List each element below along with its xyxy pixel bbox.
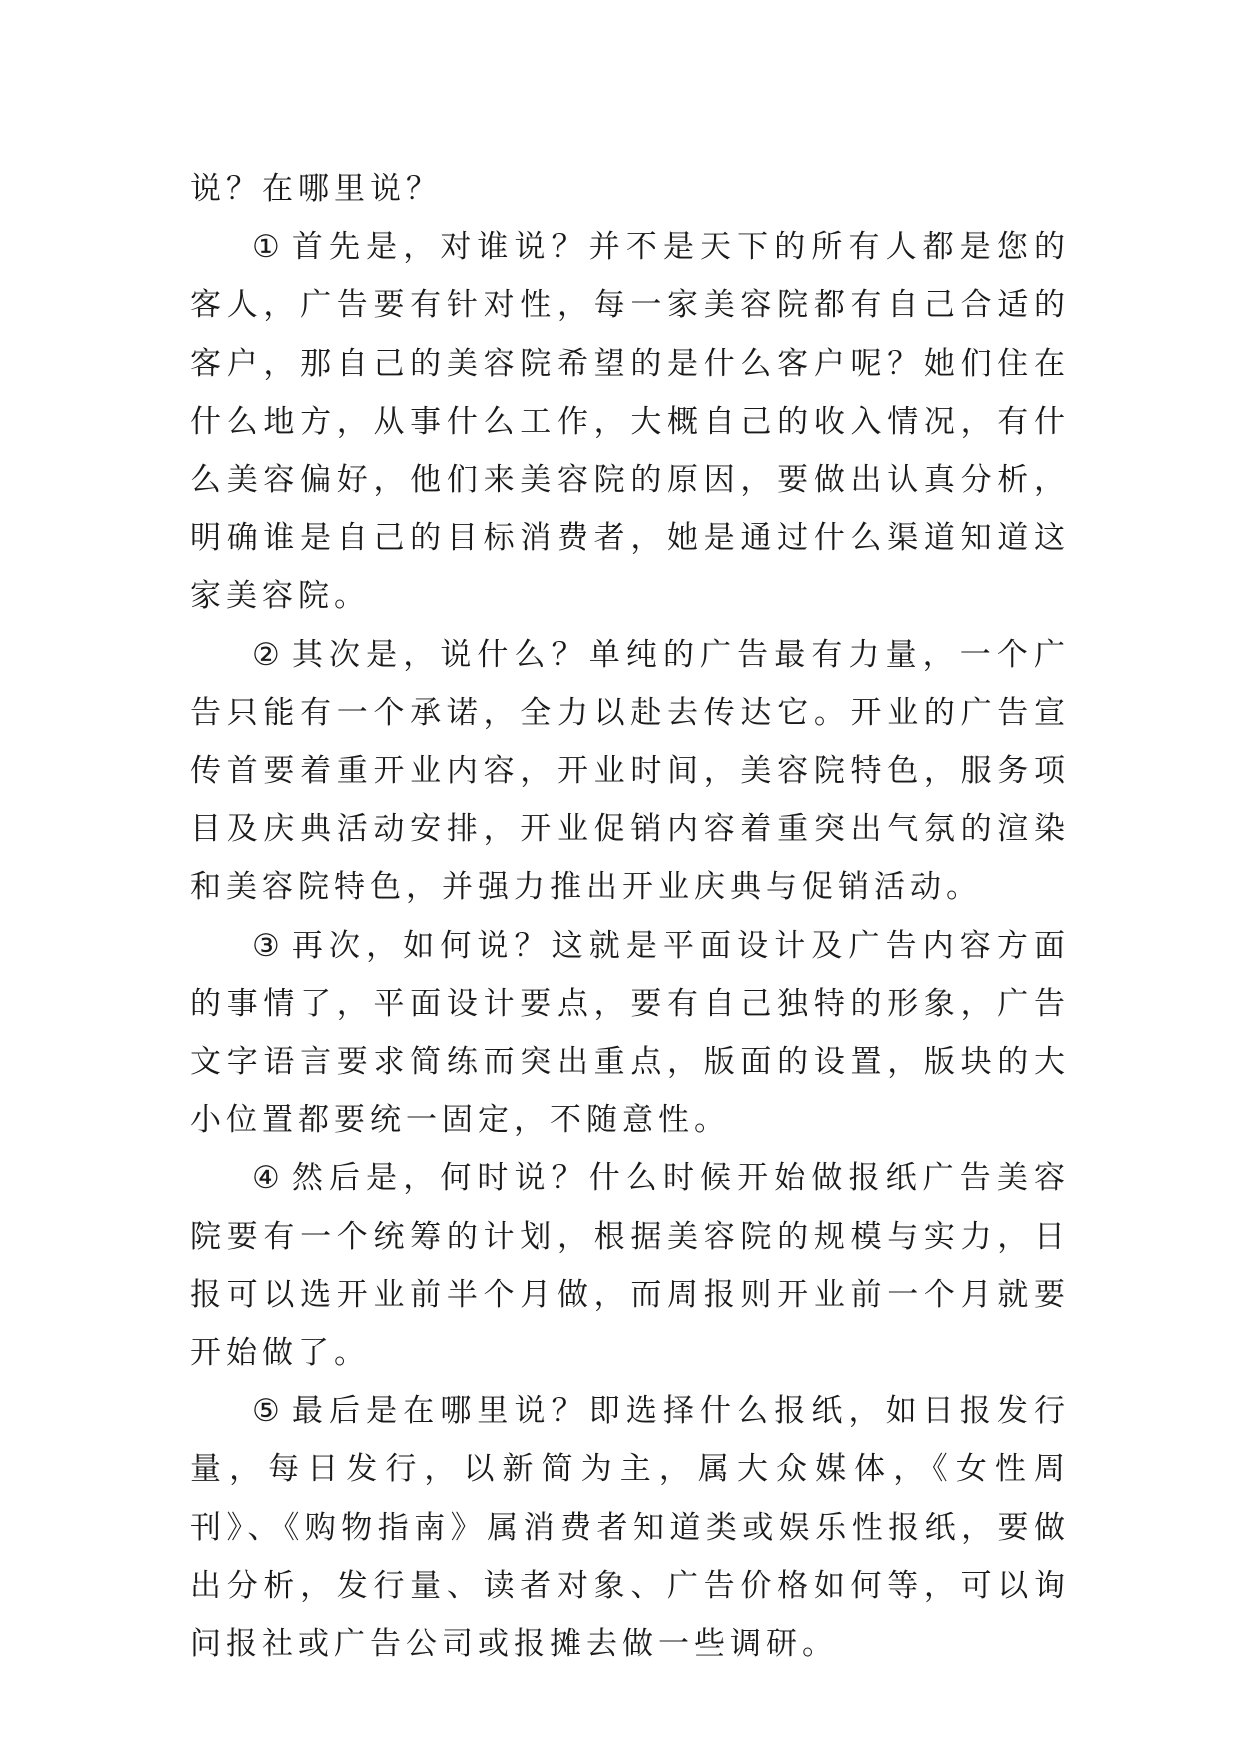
paragraph-text: 说？在哪里说？ bbox=[190, 171, 442, 207]
paragraph-4 bbox=[190, 1149, 1070, 1382]
paragraph-marker: ③ bbox=[252, 927, 285, 964]
paragraph-marker: ① bbox=[252, 229, 285, 266]
paragraph-marker: ② bbox=[252, 636, 285, 673]
paragraph-text: 首先是，对谁说？并不是天下的所有人都是您的客人，广告要有针对性，每一家美容院都有自己合适的客户，那自己的美容院希望的是什么客户呢？她们住在什么地方，从事什么工作，大概自己的收入情况，有什么美容偏好，他们来美容院的原因，要做出认真分析，明确谁是自己的目标消费者，她是通过什么渠道知道这家美容院。 bbox=[190, 229, 1070, 615]
paragraph-text: 最后是在哪里说？即选择什么报纸，如日报发行量，每日发行，以新简为主，属大众媒体，《女性周刊》、《购物指南》属消费者知道类或娱乐性报纸，要做出分析，发行量、读者对象、广告价格如何等，可以询问报社或广告公司或报摊去做一些调研。 bbox=[190, 1393, 1070, 1663]
document-body bbox=[190, 160, 1070, 1673]
paragraph-text: 其次是，说什么？单纯的广告最有力量，一个广告只能有一个承诺，全力以赴去传达它。开业的广告宣传首要着重开业内容，开业时间，美容院特色，服务项目及庆典活动安排，开业促销内容着重突出气氛的渲染和美容院特色，并强力推出开业庆典与促销活动。 bbox=[190, 636, 1070, 906]
paragraph-2 bbox=[190, 626, 1070, 917]
paragraph-marker: ⑤ bbox=[252, 1393, 285, 1430]
paragraph-continuation bbox=[190, 160, 1070, 218]
paragraph-3 bbox=[190, 917, 1070, 1150]
paragraph-marker: ④ bbox=[252, 1160, 285, 1197]
paragraph-1 bbox=[190, 218, 1070, 625]
paragraph-5 bbox=[190, 1382, 1070, 1673]
paragraph-text: 然后是，何时说？什么时候开始做报纸广告美容院要有一个统筹的计划，根据美容院的规模与实力，日报可以选开业前半个月做，而周报则开业前一个月就要开始做了。 bbox=[190, 1160, 1070, 1372]
paragraph-text: 再次，如何说？这就是平面设计及广告内容方面的事情了，平面设计要点，要有自己独特的形象，广告文字语言要求简练而突出重点，版面的设置，版块的大小位置都要统一固定，不随意性。 bbox=[190, 927, 1070, 1139]
